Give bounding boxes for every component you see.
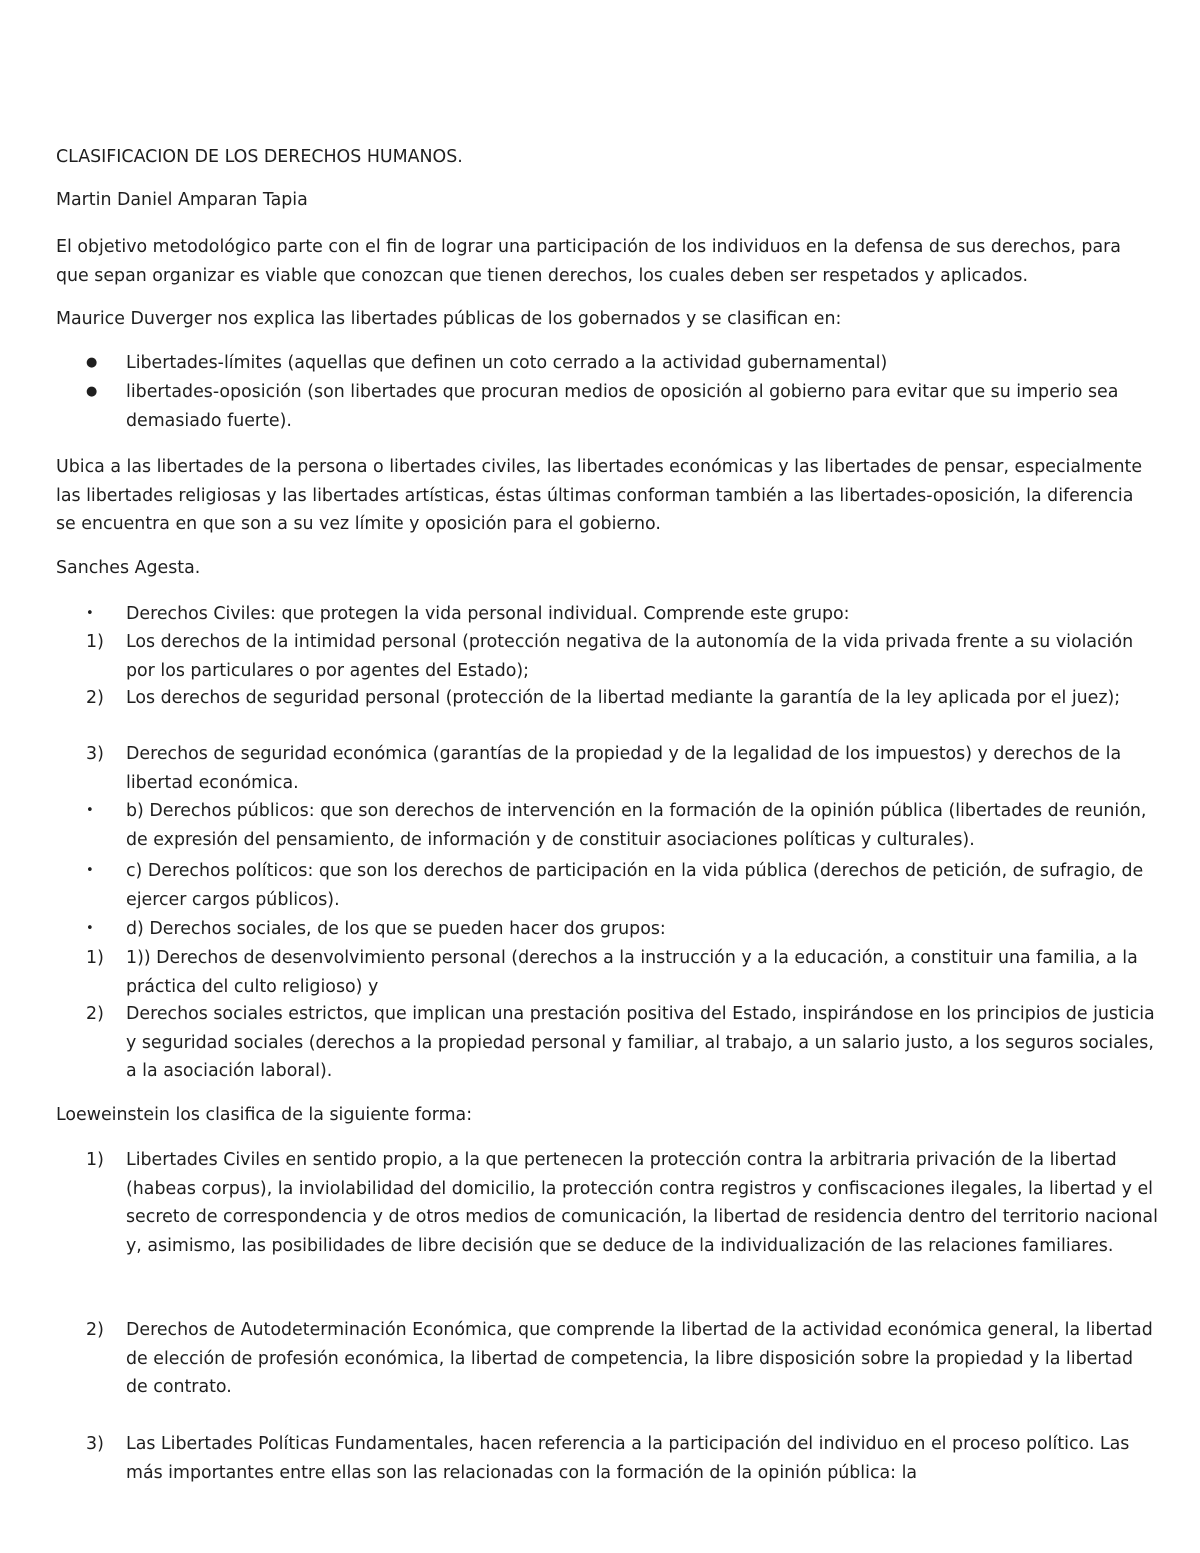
list-marker: 2) bbox=[86, 688, 104, 708]
list-marker: 3) bbox=[86, 1434, 104, 1454]
duverger-paragraph: Ubica a las libertades de la persona o libertades civiles, las libertades económicas y las libertades de pensar, especialmente las libertades religiosas y las libertades artísticas, éstas últimas conforman también a las libertades-oposición, la diferencia se encuentra en que son a su vez límite y oposición para el gobierno. bbox=[56, 457, 1143, 534]
list-item-text: Los derechos de seguridad personal (protección de la libertad mediante la garantía de la ley aplicada por el juez); bbox=[126, 688, 1121, 708]
list-item bbox=[86, 378, 1158, 435]
list-item-text: 1)) Derechos de desenvolvimiento personal (derechos a la instrucción y a la educación, a constituir una familia, a la práctica del culto religioso) y bbox=[126, 948, 1138, 997]
loewenstein-lead: Loeweinstein los clasifica de la siguiente forma: bbox=[56, 1105, 473, 1125]
list-item-text: Libertades-límites (aquellas que definen un coto cerrado a la actividad gubernamental) bbox=[126, 353, 888, 373]
list-item bbox=[86, 684, 1158, 713]
list-item-text: libertades-oposición (son libertades que procuran medios de oposición al gobierno para evitar que su imperio sea demasiado fuerte). bbox=[126, 382, 1119, 431]
list-item bbox=[86, 740, 1158, 797]
list-marker: 1) bbox=[86, 1150, 104, 1170]
list-item-text: d) Derechos sociales, de los que se pueden hacer dos grupos: bbox=[126, 919, 666, 939]
list-item bbox=[86, 1316, 1158, 1402]
list-item bbox=[86, 600, 1158, 629]
author-name: Martin Daniel Amparan Tapia bbox=[56, 190, 308, 210]
list-item-text: Derechos sociales estrictos, que implican una prestación positiva del Estado, inspirándose en los principios de justicia y seguridad sociales (derechos a la propiedad personal y familiar, al trabajo, a un salario justo, a los seguros sociales, a la asociación laboral). bbox=[126, 1004, 1155, 1081]
agesta-lead: Sanches Agesta. bbox=[56, 558, 201, 578]
list-marker: 1) bbox=[86, 632, 104, 652]
list-item-text: Derechos Civiles: que protegen la vida personal individual. Comprende este grupo: bbox=[126, 604, 850, 624]
list-item bbox=[86, 915, 1158, 944]
list-item bbox=[86, 349, 1158, 378]
list-item bbox=[86, 1000, 1158, 1086]
list-item bbox=[86, 944, 1158, 1001]
list-marker: 3) bbox=[86, 744, 104, 764]
list-marker: 2) bbox=[86, 1320, 104, 1340]
intro-paragraph: El objetivo metodológico parte con el fin de lograr una participación de los individuos en la defensa de sus derechos, para que sepan organizar es viable que conozcan que tienen derechos, los cuales deben ser respetados y aplicados. bbox=[56, 237, 1121, 286]
list-item-text: Derechos de seguridad económica (garantías de la propiedad y de la legalidad de los impuestos) y derechos de la libertad económica. bbox=[126, 744, 1122, 793]
list-item-text: Libertades Civiles en sentido propio, a la que pertenecen la protección contra la arbitraria privación de la libertad (habeas corpus), la inviolabilidad del domicilio, la protección contra registros y confiscaciones ilegales, la libertad y el secreto de correspondencia y de otros medios de comunicación, la libertad de residencia dentro del territorio nacional y, asimismo, las posibilidades de libre decisión que se deduce de la individualización de las relaciones familiares. bbox=[126, 1150, 1158, 1256]
duverger-lead: Maurice Duverger nos explica las libertades públicas de los gobernados y se clasifican en: bbox=[56, 309, 842, 329]
list-marker: • bbox=[86, 606, 94, 621]
list-item bbox=[86, 628, 1158, 685]
list-marker: 1) bbox=[86, 948, 104, 968]
bullet-icon: ● bbox=[86, 384, 98, 399]
list-item bbox=[86, 1430, 1158, 1487]
bullet-icon: ● bbox=[86, 355, 98, 370]
list-marker: • bbox=[86, 803, 94, 818]
list-marker: • bbox=[86, 921, 94, 936]
list-item-text: Los derechos de la intimidad personal (protección negativa de la autonomía de la vida privada frente a su violación por los particulares o por agentes del Estado); bbox=[126, 632, 1134, 681]
list-marker: 2) bbox=[86, 1004, 104, 1024]
document-title: CLASIFICACION DE LOS DERECHOS HUMANOS. bbox=[56, 147, 463, 167]
list-item-text: Derechos de Autodeterminación Económica, que comprende la libertad de la actividad económica general, la libertad de elección de profesión económica, la libertad de competencia, la libre disposición sobre la propiedad y la libertad de contrato. bbox=[126, 1320, 1153, 1397]
list-item bbox=[86, 1146, 1158, 1260]
list-item-text: Las Libertades Políticas Fundamentales, hacen referencia a la participación del individuo en el proceso político. Las más importantes entre ellas son las relacionadas con la formación de la opinión pública: la bbox=[126, 1434, 1130, 1483]
list-item-text: c) Derechos políticos: que son los derechos de participación en la vida pública (derechos de petición, de sufragio, de ejercer cargos públicos). bbox=[126, 861, 1144, 910]
list-item bbox=[86, 857, 1158, 914]
list-marker: • bbox=[86, 863, 94, 878]
list-item-text: b) Derechos públicos: que son derechos de intervención en la formación de la opinión pública (libertades de reunión, de expresión del pensamiento, de información y de constituir asociaciones políticas y culturales). bbox=[126, 801, 1147, 850]
list-item bbox=[86, 797, 1158, 854]
